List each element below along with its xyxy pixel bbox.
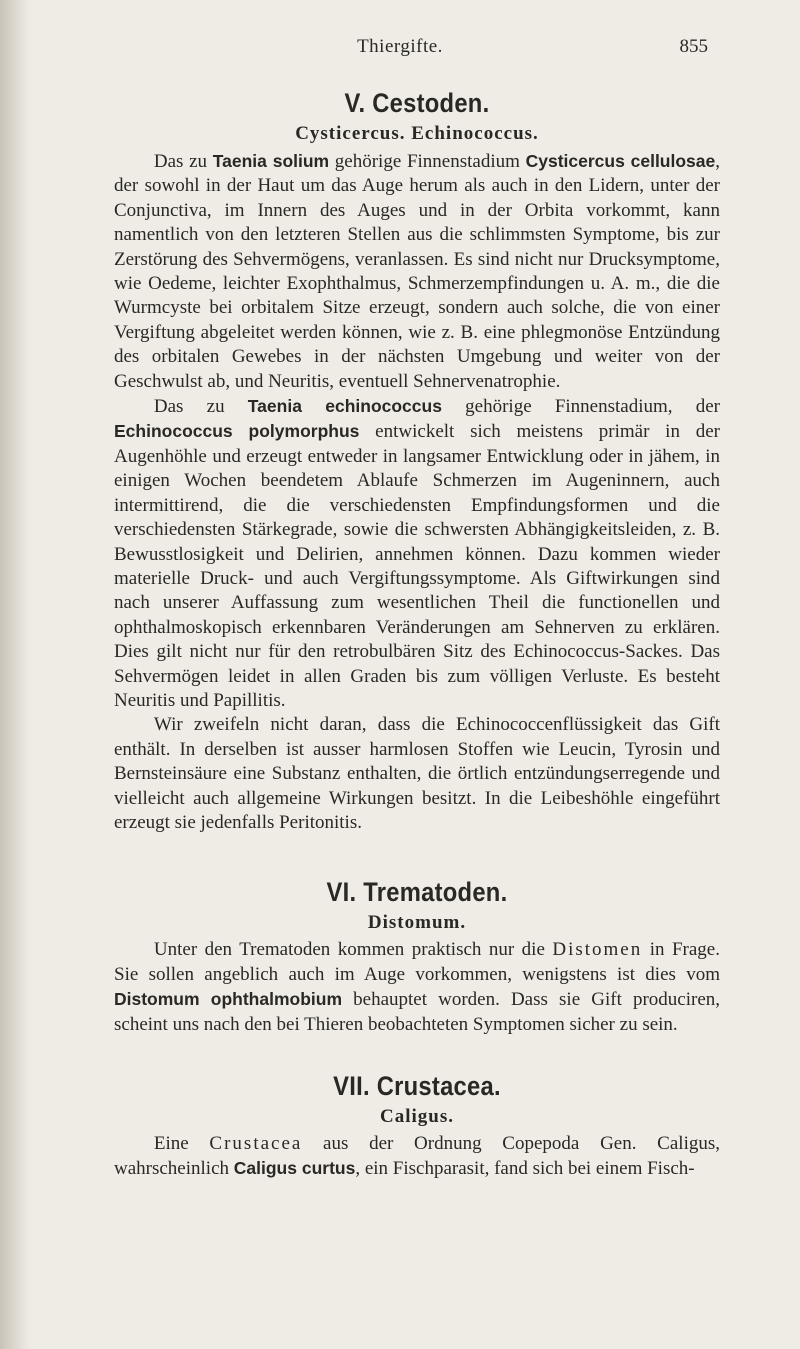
running-title: Thiergifte. [357, 36, 443, 57]
subheading-cysticercus: Cysticercus. Echinococcus. [295, 123, 539, 144]
text-run: behauptet worden. Dass sie Gift produciren, scheint uns nach den bei Thieren beobachteten Symptomen sicher zu sein. [114, 989, 721, 1035]
text-run: aus der Ordnung Copepoda Gen. Caligus, wahrscheinlich [114, 1133, 720, 1180]
text-run: entwickelt sich meistens primär in der Augenhöhle und erzeugt entweder in langsamer Entwicklung oder in jähem, in einigen Wochen beendetem Ablaufe Schmerzen im Augeninnern, auch intermittirend, die die verschiedensten Empfindungsformen und die verschiedensten Stärkegrade, sowie die schwersten Abhängigkeitsleiden, z. B. Bewusstlosigkeit und Delirien, annehmen können. Dazu kommen wieder materielle Druck- und auch Vergiftungssymptome. Als Giftwirkungen sind nach unserer Auffassung zum wesentlichen Theil die functionellen und ophthalmoskopisch erkennbaren Veränderungen am Sehnerven zu erklären. Dies gilt nicht nur für den retrobulbären Sitz des Echinococcus-Sackes. Das Sehvermögen leidet in allen Graden bis zum völligen Verluste. Es besteht Neuritis und Papillitis. [114, 421, 720, 711]
text-run: Wir zweifeln nicht daran, dass die Echinococcenflüssigkeit das Gift enthält. In derselben ist ausser harmlosen Stoffen wie Leucin, Tyrosin und Bernsteinsäure eine Substanz enthalten, die örtlich entzündungserregende und vielleicht auch allgemeine Wirkungen besitzt. In die Leibeshöhle eingeführt erzeugt sie jedenfalls Peritonitis. [114, 714, 720, 833]
section-spacer [114, 835, 720, 877]
term-cysticercus-cellulosae: Cysticercus cellulosae [525, 151, 716, 171]
text-run: gehörige Finnenstadium [329, 151, 526, 172]
text-run: in Frage. Sie sollen angeblich auch im Auge vorkommen, wenigstens ist dies vom [114, 939, 720, 985]
section-spacer [114, 1037, 720, 1071]
subheading-distomum: Distomum. [367, 912, 467, 934]
term-distomum-ophthalmobium: Distomum ophthalmobium [114, 989, 343, 1010]
page-binding-shadow [0, 0, 30, 1349]
paragraph-caligus [114, 1132, 720, 1182]
running-head [0, 36, 800, 66]
text-run: gehörige Finnenstadium, der [441, 396, 720, 418]
subheading-caligus: Caligus. [380, 1106, 454, 1127]
paragraph-cysticercus [114, 149, 720, 394]
term-distomen: Distomen [552, 939, 643, 961]
text-run: Eine [153, 1133, 210, 1154]
text-run: , ein Fischparasit, fand sich bei einem Fisch- [355, 1158, 695, 1180]
term-taenia-solium: Taenia solium [212, 151, 330, 171]
paragraph-echinococcus [114, 394, 720, 713]
term-taenia-echinococcus: Taenia echinococcus [247, 396, 442, 417]
paragraph-distomum [114, 938, 720, 1037]
term-caligus-curtus: Caligus curtus [233, 1158, 356, 1179]
page-number: 855 [679, 36, 708, 57]
section-heading-cestoden: V. Cestoden. [344, 88, 490, 118]
text-run: , der sowohl in der Haut um das Auge herum als auch in den Lidern, unter der Conjunctiva, im Innern des Auges und in der Orbita vorkommt, kann namentlich von den letzteren Stellen aus die schlimmsten Symptome, bis zur Zerstörung des Sehvermögens, veranlassen. Es sind nicht nur Drucksymptome, wie Oedeme, leichter Exophthalmus, Schmerzempfindungen u. A. m., die die Wurmcyste bei orbitalem Sitze erzeugt, sondern auch solche, die von einer Vergiftung abgeleitet werden können, wie z. B. eine phlegmonöse Entzündung des orbitalen Gewebes in der nächsten Umgebung und weiter von der Geschwulst ab, und Neuritis, eventuell Sehnervenatrophie. [114, 151, 720, 392]
term-echinococcus-polymorphus: Echinococcus polymorphus [114, 421, 360, 442]
page-body [114, 88, 720, 1182]
term-crustacea: Crustacea [209, 1133, 303, 1154]
paragraph-echinococcus-fluid [114, 713, 720, 835]
text-run: Das zu [153, 396, 248, 418]
text-run: Das zu [153, 151, 213, 172]
text-run: Unter den Trematoden kommen praktisch nur die [153, 939, 553, 961]
section-heading-crustacea: VII. Crustacea. [333, 1071, 501, 1101]
section-heading-trematoden: VI. Trematoden. [326, 877, 508, 908]
